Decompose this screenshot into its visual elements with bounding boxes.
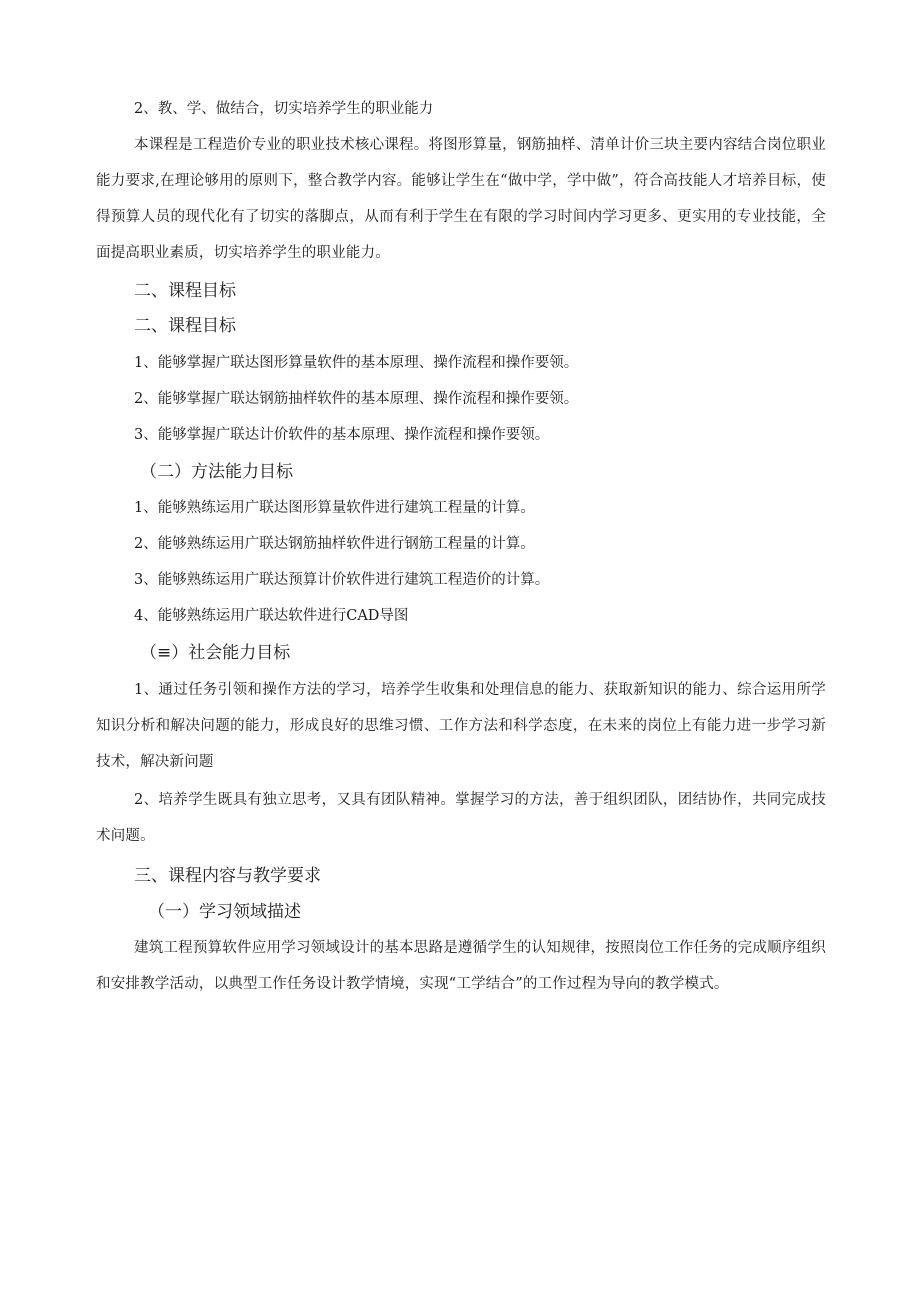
goal-item-3: 3、能够掌握广联达计价软件的基本原理、操作流程和操作要领。 [134,427,550,443]
sub-heading-learning-domain: （一）学习领域描述 [148,902,301,922]
method-item-1: 1、能够熟练运用广联达图形算量软件进行建筑工程量的计算。 [134,500,535,516]
social-item-1: 1、通过任务引领和操作方法的学习，培养学生收集和处理信息的能力、获取新知识的能力、综合运用所学知识分析和解决问题的能力，形成良好的思维习惯、工作方法和科学态度，在未来的岗位上有能力进一步学习新技术，解决新问题 [96,682,826,770]
sub-heading-method-goals: （二）方法能力目标 [140,462,293,482]
learning-domain-paragraph: 建筑工程预算软件应用学习领域设计的基本思路是遵循学生的认知规律，按照岗位工作任务的完成顺序组织和安排教学活动，以典型工作任务设计教学情境，实现“工学结合”的工作过程为导向的教学模式。 [96,940,826,992]
social-item-2: 2、培养学生既具有独立思考，又具有团队精神。掌握学习的方法，善于组织团队，团结协作，共同完成技术问题。 [96,792,826,844]
method-item-2: 2、能够熟练运用广联达钢筋抽样软件进行钢筋工程量的计算。 [134,536,535,552]
method-item-4: 4、能够熟练运用广联达软件进行CAD导图 [134,608,409,624]
intro-paragraph: 本课程是工程造价专业的职业技术核心课程。将图形算量，钢筋抽样、清单计价三块主要内容结合岗位职业能力要求,在理论够用的原则下，整合教学内容。能够让学生在“做中学，学中做”，符合高技能人才培养目标，使得预算人员的现代化有了切实的落脚点，从而有利于学生在有限的学习时间内学习更多、更实用的专业技能，全面提高职业素质，切实培养学生的职业能力。 [96,137,826,261]
item-2-title: 2、教、学、做结合，切实培养学生的职业能力 [134,101,434,117]
goal-item-1: 1、能够掌握广联达图形算量软件的基本原理、操作流程和操作要领。 [134,355,579,371]
section-heading-content: 三、课程内容与教学要求 [134,866,321,886]
sub-heading-social-goals: （≡）社会能力目标 [140,643,291,663]
section-heading-goals: 二、课程目标 [134,281,236,301]
section-heading-goals-repeat: 二、课程目标 [134,316,236,336]
method-item-3: 3、能够熟练运用广联达预算计价软件进行建筑工程造价的计算。 [134,572,550,588]
goal-item-2: 2、能够掌握广联达钢筋抽样软件的基本原理、操作流程和操作要领。 [134,391,579,407]
